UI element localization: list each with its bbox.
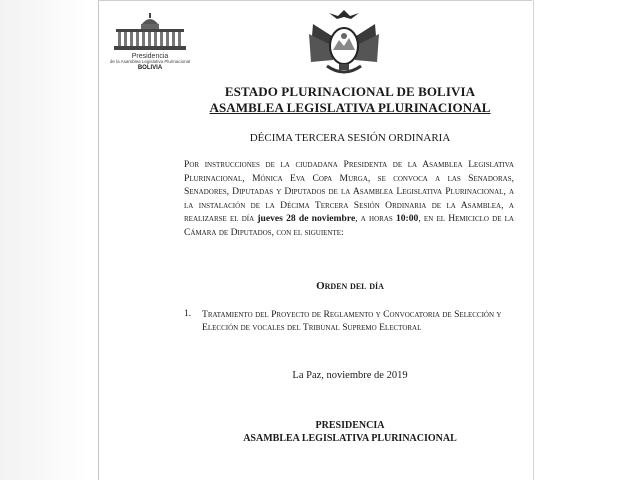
session-date: jueves 28 de noviembre — [257, 213, 356, 224]
top-divider — [98, 0, 532, 1]
agenda-heading: Orden del día — [316, 280, 384, 292]
signature-assembly: ASAMBLEA LEGISLATIVA PLURINACIONAL — [243, 433, 457, 444]
place-date: La Paz, noviembre de 2019 — [292, 370, 408, 381]
bolivia-coat-of-arms-icon — [305, 8, 383, 80]
session-time: 10:00 — [395, 213, 419, 224]
presidency-logo — [108, 12, 192, 76]
agenda-item-number: 1. — [184, 308, 192, 319]
session-title: DÉCIMA TERCERA SESIÓN ORDINARIA — [249, 132, 451, 144]
state-title: ESTADO PLURINACIONAL DE BOLIVIA — [224, 84, 476, 99]
paragraph-text-2: , a horas — [355, 213, 396, 224]
convocation-paragraph — [184, 158, 514, 239]
paragraph-text-3: , en el Hemiciclo de la Cámara de Diputados, con el siguiente: — [184, 213, 514, 238]
agenda-item-text: Tratamiento del Proyecto de Reglamento y Convocatoria de Selección y Elección de vocales del Tribunal Supremo Electoral — [202, 309, 502, 333]
logo-text-assembly: de la Asamblea Legislativa Plurinacional — [109, 59, 191, 65]
assembly-title: ASAMBLEA LEGISLATIVA PLURINACIONAL — [209, 100, 491, 115]
paragraph-text-1: Por instrucciones de la ciudadana Presidenta de la Asamblea Legislativa Plurinacional, Mónica Eva Copa Murga, se convoca a las Senadoras, Senadores, Diputadas y Diputados de la Asamblea Legislativa Plurinacional, a la instalación de la Décima Tercera Sesión Ordinaria de la Asamblea, a realizarse el día — [184, 159, 514, 224]
logo-text-country: BOLIVIA — [137, 65, 163, 72]
left-margin-band — [0, 0, 88, 480]
signature-presidency: PRESIDENCIA — [315, 420, 385, 431]
logo-text-presidencia: Presidencia — [131, 53, 169, 60]
legislative-palace-icon — [112, 12, 188, 52]
